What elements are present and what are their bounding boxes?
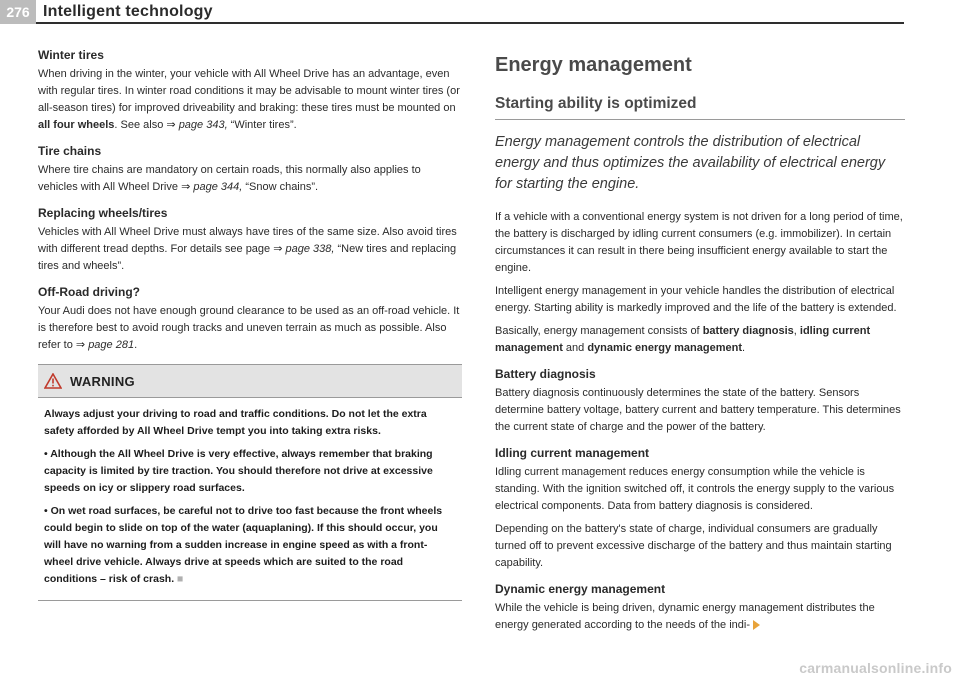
page-ref-link[interactable]: page 344, (193, 181, 243, 193)
dynamic-heading: Dynamic energy management (495, 582, 666, 596)
body-paragraph: Basically, energy management consists of battery diagnosis, idling current management and dynamic energy management. (495, 325, 871, 354)
section-title: Energy management (495, 54, 692, 76)
warning-label: WARNING (70, 373, 135, 389)
ref-arrow-icon: ⇒ (75, 339, 86, 351)
page-ref-link[interactable]: page 338, (285, 243, 335, 255)
section-replacing-wheels (38, 206, 462, 275)
ref-arrow-icon: ⇒ (273, 243, 283, 255)
page-number: 276 (0, 0, 36, 24)
replacing-text: Vehicles with All Wheel Drive must always have tires of the same size. Also avoid tires with different tread depths. For details see page ⇒ page 338, “New tires and replacing tires and wheels”. (38, 226, 457, 272)
page-ref-link[interactable]: page 343, (178, 119, 228, 131)
tire-chains-heading: Tire chains (38, 144, 102, 158)
warning-bullet: • On wet road surfaces, be careful not to drive too fast because the front wheels could begin to slide on top of the water (aquaplaning). If this should occur, you will have no warning from a sudden increase in engine speed as with a front-wheel drive vehicle. Always drive at speeds which are suited to the road conditions – risk of crash. ■ (44, 505, 443, 585)
dynamic-text: While the vehicle is being driven, dynamic energy management distributes the energy generated according to the needs of the indi- (495, 602, 875, 631)
intro-text: Energy management controls the distribution of electrical energy and thus optimizes the availability of electrical energy for starting the engine. (495, 134, 886, 192)
replacing-heading: Replacing wheels/tires (38, 206, 168, 220)
warning-paragraph: Always adjust your driving to road and traffic conditions. Do not let the extra safety afforded by All Wheel Drive tempt you into taking extra risks. (44, 408, 427, 437)
idling-text: Idling current management reduces energy consumption while the vehicle is standing. With the ignition switched off, it controls the energy supply to the various electrical components. Data from battery diagnosis is considered. (495, 466, 895, 512)
left-column (38, 48, 462, 601)
tire-chains-text: Where tire chains are mandatory on certain roads, this normally also applies to vehicles with All Wheel Drive ⇒ page 344, “Snow chains”. (38, 164, 421, 193)
battery-diagnosis-text: Battery diagnosis continuously determines the state of the battery. Sensors determine battery voltage, battery current and battery temperature. This determines the current state of charge and the power of the battery. (495, 387, 901, 433)
warning-bullet: • Although the All Wheel Drive is very effective, always remember that braking capacity is limited by tire traction. You should therefore not drive at excessive speeds on icy or slippery road surfaces. (44, 448, 433, 494)
winter-tires-heading: Winter tires (38, 48, 104, 62)
end-marker-icon: ■ (177, 573, 184, 585)
body-paragraph: If a vehicle with a conventional energy system is not driven for a long period of time, the battery is discharged by idling current consumers (e.g. immobilizer). In certain circumstances it can result in there being insufficient energy available to start the engine. (495, 211, 903, 274)
section-winter-tires (38, 48, 462, 134)
chapter-title: Intelligent technology (43, 3, 213, 20)
page-ref-link[interactable]: page 281 (88, 339, 135, 351)
continue-arrow-icon (753, 620, 760, 630)
idling-text: Depending on the battery's state of charge, individual consumers are gradually turned off to prevent excessive discharge of the battery and thus maintain starting capability. (495, 523, 892, 569)
warning-header (38, 365, 462, 398)
idling-heading: Idling current management (495, 446, 650, 460)
offroad-heading: Off-Road driving? (38, 285, 140, 299)
right-column (495, 48, 905, 640)
subsection-rule (495, 119, 905, 120)
battery-diagnosis-heading: Battery diagnosis (495, 367, 596, 381)
ref-arrow-icon: ⇒ (181, 181, 191, 193)
offroad-text: Your Audi does not have enough ground clearance to be used as an off-road vehicle. It is therefore best to avoid rough tracks and uneven terrain as much as possible. Also refer to ⇒ page 281. (38, 305, 460, 351)
warning-box (38, 364, 462, 601)
warning-triangle-icon (44, 373, 62, 389)
warning-body (38, 398, 462, 600)
section-tire-chains (38, 144, 462, 196)
body-paragraph: Intelligent energy management in your vehicle handles the distribution of electrical energy. Starting ability is markedly improved and the life of the battery is extended. (495, 285, 897, 314)
winter-tires-text: When driving in the winter, your vehicle with All Wheel Drive has an advantage, even with regular tires. In winter road conditions it may be advisable to mount winter tires (or all-season tires) for improved driveability and braking: these tires must be mounted on all four wheels. See also ⇒ page 343, “Winter tires”. (38, 68, 460, 131)
watermark: carmanualsonline.info (799, 660, 952, 676)
ref-arrow-icon: ⇒ (166, 119, 176, 131)
subsection-title: Starting ability is optimized (495, 95, 697, 112)
header-rule (36, 22, 904, 24)
section-offroad (38, 285, 462, 354)
